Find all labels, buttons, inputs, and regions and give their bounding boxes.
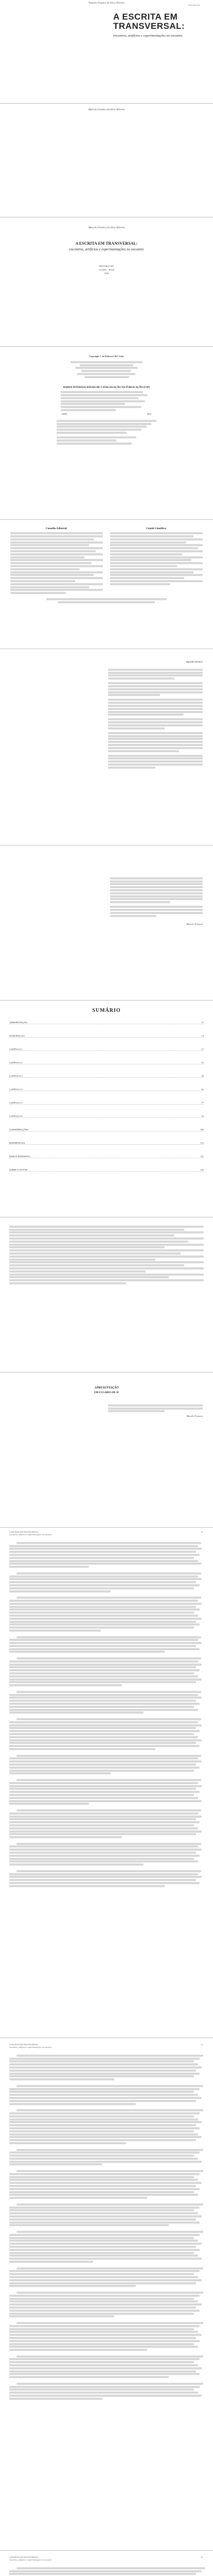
toc-row-page: 61 [201,1088,204,1091]
toc-row-page: 121 [200,1155,204,1158]
toc-row-page: 125 [200,1168,204,1171]
toc-continued-list [9,1225,204,1285]
presentation-epigraph [108,1403,203,1413]
copyright-line: Copyright © da Editora CRV Ltda. [88,355,125,358]
toc-row-label: INTRODUÇÃO [9,1035,25,1037]
toc-row-label: APRESENTAÇÃO [9,1021,28,1024]
toc-continued-page [0,1217,213,1372]
publisher-logo: EDITORA CRV [188,4,200,6]
running-head-title: A ESCRITA EM TRANSVERSAL: [9,2043,39,2046]
toc-row-page: 17 [201,1048,204,1050]
council-right [110,527,203,586]
toc-row-label: CAPÍTULO 3 [9,1075,23,1077]
toc-row-label: CAPÍTULO 2 [9,1061,23,1064]
toc-row[interactable] [9,1048,204,1051]
title-page-title: A ESCRITA EM TRANSVERSAL: [75,241,138,246]
page-number: 15 [201,2556,203,2558]
council-footer [46,597,167,604]
running-head-title: A ESCRITA EM TRANSVERSAL: [9,1531,39,1533]
body-page [0,2040,213,2550]
running-head [9,1531,52,1536]
cover-title: A ESCRITA EM TRANSVERSAL: [113,12,185,31]
toc-page [0,1001,213,1217]
council-right-title: Comitê Científico: [146,528,167,530]
epigraph-text [110,876,203,918]
toc-row-page: 11 [201,1021,204,1024]
toc-row-label: CAPÍTULO 1 [9,1048,23,1050]
acknowledgements-page [0,649,213,845]
toc-row-page: 13 [201,1035,204,1037]
toc-row[interactable] [9,1128,204,1131]
title-page-subtitle: encontros, artifícios e experimentações no encontro [69,247,144,251]
isbn-label: ISBN [62,413,67,415]
toc-row-page: 109 [200,1128,204,1131]
page-divider [0,2550,213,2551]
page-number: 14 [201,2043,203,2046]
running-head [9,2043,52,2048]
presentation-title: APRESENTAÇÃO [94,1386,119,1389]
top-header: Marcelo Fonseca da Silva Oliveira [88,2,125,5]
running-head-title: A ESCRITA EM TRANSVERSAL: [9,2556,39,2558]
title-page-authors: Marcelo Fonseca da Silva Oliveira [88,227,125,229]
title-page-year: 2020 [104,272,109,275]
doi-label: DOI [147,413,151,415]
page-number: 13 [201,1531,203,1533]
running-head [9,2556,52,2561]
body-page [0,2553,213,2576]
cover-page [0,0,213,103]
author-line: Marcelo Fonseca da Silva Oliveira [88,109,125,111]
presentation-signature: Marcelo Fonseca [186,1415,203,1417]
toc-row-label: CONSIDERAÇÕES [9,1128,29,1131]
cip-box [61,386,152,412]
running-head-subtitle: encontros, artifícios e experimentações no encontro [9,2046,52,2049]
toc-row[interactable] [9,1155,204,1158]
toc-row[interactable] [9,1021,204,1024]
running-head-subtitle: encontros, artifícios e experimentações no encontro [9,1533,52,1536]
isbn-doi [62,413,151,416]
catalog-credits [62,360,151,379]
title-page-publisher: EDITORA CRV [99,265,114,267]
epigraph-signature: Marcelo Fonseca [186,923,203,925]
body-text [9,1541,204,1891]
title-page [0,217,213,346]
toc-row-page: 93 [201,1115,204,1117]
presentation-page [0,1372,213,1527]
toc-row-label: CAPÍTULO 4 [9,1088,23,1091]
toc-row[interactable] [9,1088,204,1091]
toc-row-label: REFERÊNCIAS [9,1142,25,1144]
toc-row[interactable] [9,1168,204,1172]
toc-row-page: 115 [200,1142,204,1144]
toc-row-label: SOBRE O AUTOR [9,1168,28,1171]
toc-row-label: CAPÍTULO 5 [9,1101,23,1104]
toc-row[interactable] [9,1035,204,1038]
toc-row-label: ÍNDICE REMISSIVO [9,1155,30,1158]
acknowledgements-title: Agradecimentos [186,661,203,664]
running-head-subtitle: encontros, artifícios e experimentações no encontro [9,2558,52,2562]
title-page-city: Curitiba – Brasil [99,268,114,271]
catalog-notice [57,419,156,445]
toc-row-page: 45 [201,1075,204,1077]
council-left-title: Conselho Editorial: [46,528,67,530]
cover-subtitle: encontros, artifícios e experimentações no encontro [113,34,183,38]
catalog-page [0,347,213,519]
toc-row[interactable] [9,1142,204,1145]
toc-row[interactable] [9,1075,204,1078]
acknowledgements-text [108,668,203,770]
toc-row[interactable] [9,1101,204,1105]
toc-row-page: 31 [201,1061,204,1064]
toc-row-label: CAPÍTULO 6 [9,1115,23,1117]
body-text [9,2566,204,2576]
presentation-subtitle: EM LUGARES DE SI [94,1392,119,1394]
council-left [10,527,103,595]
epigraph-page [0,845,213,1000]
toc-title: SUMÁRIO [92,1008,121,1013]
cip-title: DADOS INTERNACIONAIS DE CATALOGAÇÃO NA PUBLICAÇÃO (CIP) [63,386,150,389]
body-page [0,1528,213,2038]
council-page [0,520,213,649]
toc-row[interactable] [9,1061,204,1064]
body-text [9,2054,204,2403]
toc-row-page: 77 [201,1101,204,1104]
author-page [0,104,213,217]
toc-row[interactable] [9,1115,204,1118]
